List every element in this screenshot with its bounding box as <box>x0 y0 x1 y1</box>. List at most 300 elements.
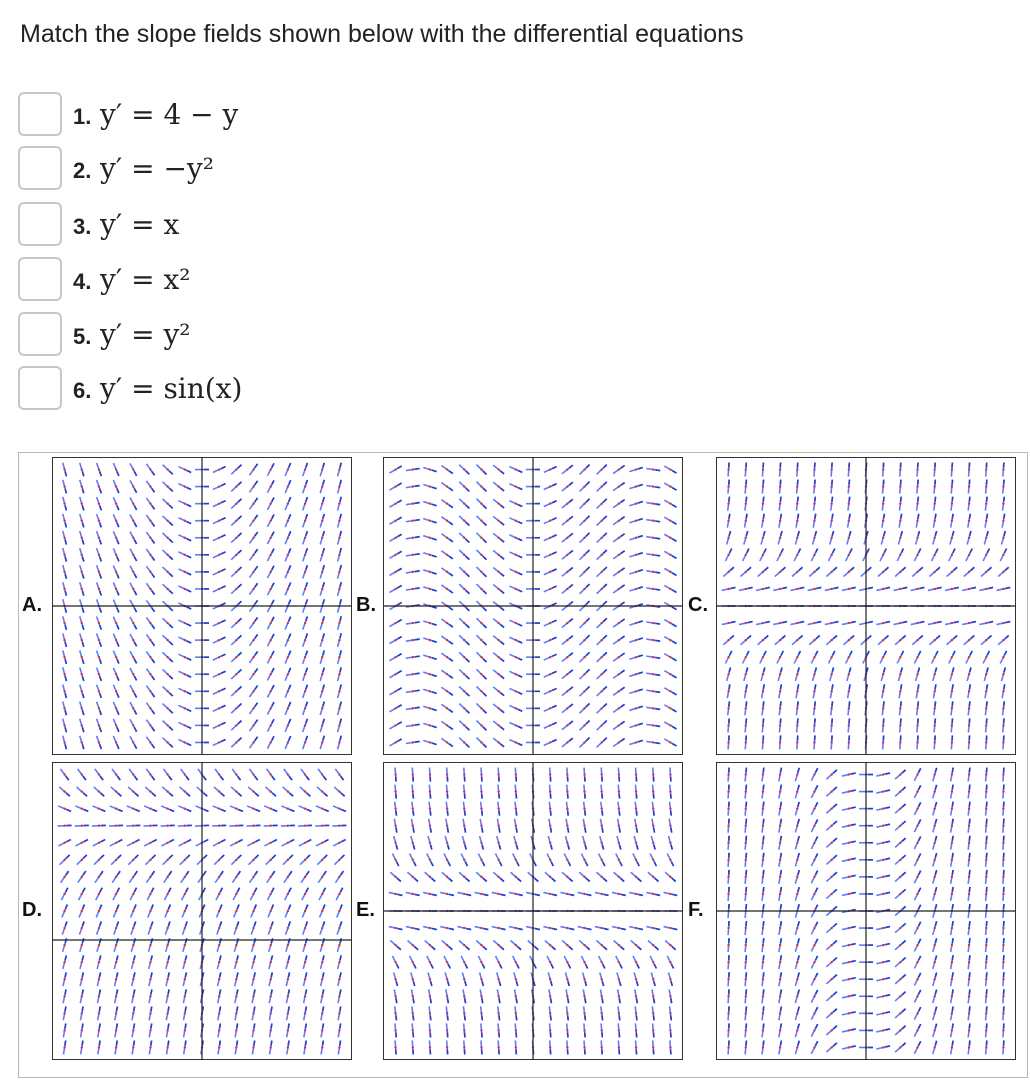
slope-segment-tip <box>82 1006 83 1011</box>
slope-dot <box>745 724 747 726</box>
slope-dot <box>252 944 254 946</box>
slope-dot <box>63 961 65 963</box>
slope-dot <box>98 893 100 895</box>
slope-dot <box>394 656 396 658</box>
slope-dot <box>252 773 254 775</box>
slope-segment-tip <box>1004 701 1005 706</box>
slope-dot <box>321 825 323 827</box>
slope-segment-tip <box>851 1012 856 1013</box>
slope-segment-tip <box>604 894 609 895</box>
slope-dot <box>951 502 953 504</box>
slope-segment-tip <box>398 894 403 895</box>
slope-segment-tip <box>885 995 890 996</box>
slope-dot <box>583 1012 585 1014</box>
answer-box-1[interactable] <box>18 92 62 136</box>
slope-segment-tip <box>415 537 420 538</box>
slope-dot <box>412 673 414 675</box>
slope-dot <box>98 773 100 775</box>
slope-dot <box>566 554 568 556</box>
slope-dot <box>635 859 637 861</box>
slope-dot <box>98 961 100 963</box>
slope-segment-tip <box>413 828 414 833</box>
slope-dot <box>882 859 884 861</box>
slope-dot <box>270 690 272 692</box>
slope-dot <box>149 927 151 929</box>
slope-dot <box>899 1046 901 1048</box>
slope-dot <box>583 978 585 980</box>
slope-dot <box>882 893 884 895</box>
slope-dot <box>480 707 482 709</box>
slope-dot <box>848 876 850 878</box>
slope-dot <box>338 502 340 504</box>
slope-dot <box>394 485 396 487</box>
equation-expression: y′ = 4 − y <box>100 98 239 131</box>
slope-dot <box>652 1029 654 1031</box>
slope-segment-tip <box>817 622 822 623</box>
slope-dot <box>583 859 585 861</box>
slope-dot <box>549 825 551 827</box>
slope-segment-tip <box>99 972 100 977</box>
slope-dot <box>813 656 815 658</box>
slope-dot <box>446 807 448 809</box>
slope-segment-tip <box>780 497 781 502</box>
slope-dot <box>669 893 671 895</box>
slope-dot <box>549 588 551 590</box>
slope-dot <box>270 1012 272 1014</box>
slope-segment-tip <box>415 486 420 487</box>
slope-dot <box>985 554 987 556</box>
slope-dot <box>566 656 568 658</box>
slope-dot <box>848 724 850 726</box>
slope-dot <box>98 910 100 912</box>
slope-dot <box>463 571 465 573</box>
slope-dot <box>412 724 414 726</box>
slope-segment-tip <box>465 811 466 816</box>
slope-dot <box>916 1012 918 1014</box>
slope-dot <box>287 944 289 946</box>
answer-box-2[interactable] <box>18 146 62 190</box>
slope-dot <box>899 995 901 997</box>
slope-segment-tip <box>288 1024 289 1029</box>
slope-dot <box>882 468 884 470</box>
slope-dot <box>446 978 448 980</box>
slope-segment-tip <box>655 487 660 488</box>
slope-dot <box>652 773 654 775</box>
answer-box-3[interactable] <box>18 202 62 246</box>
slope-dot <box>882 807 884 809</box>
slope-dot <box>813 825 815 827</box>
slope-dot <box>270 995 272 997</box>
slope-dot <box>252 520 254 522</box>
slope-dot <box>618 927 620 929</box>
slope-dot <box>218 724 220 726</box>
slope-dot <box>63 893 65 895</box>
slope-dot <box>63 520 65 522</box>
slope-dot <box>899 537 901 539</box>
slope-dot <box>321 554 323 556</box>
slope-segment-tip <box>415 724 420 725</box>
slope-segment-tip <box>885 841 890 842</box>
slope-dot <box>745 520 747 522</box>
slope-dot <box>583 673 585 675</box>
slope-dot <box>813 485 815 487</box>
slope-dot <box>463 859 465 861</box>
slope-segment-tip <box>902 622 907 623</box>
slope-dot <box>98 520 100 522</box>
slope-dot <box>149 554 151 556</box>
slope-dot <box>515 707 517 709</box>
slope-segment-tip <box>254 1041 255 1046</box>
slope-dot <box>635 1012 637 1014</box>
slope-dot <box>304 1029 306 1031</box>
slope-dot <box>745 588 747 590</box>
slope-segment-tip <box>151 1041 152 1046</box>
slope-dot <box>934 520 936 522</box>
slope-dot <box>830 944 832 946</box>
slope-segment-tip <box>1005 587 1010 588</box>
slope-dot <box>497 961 499 963</box>
slope-segment-tip <box>935 701 936 706</box>
slope-segment-tip <box>780 1024 781 1029</box>
slope-dot <box>762 690 764 692</box>
slope-dot <box>848 571 850 573</box>
slope-segment-tip <box>885 858 890 859</box>
slope-dot <box>218 927 220 929</box>
slope-dot <box>304 502 306 504</box>
slope-dot <box>635 554 637 556</box>
slope-segment-tip <box>516 828 517 833</box>
slope-segment-tip <box>396 998 397 1003</box>
slope-segment-tip <box>799 622 804 623</box>
slope-dot <box>304 485 306 487</box>
slope-dot <box>830 876 832 878</box>
slope-segment-tip <box>430 998 431 1003</box>
slope-dot <box>463 724 465 726</box>
slope-dot <box>98 673 100 675</box>
slope-segment-tip <box>447 998 448 1003</box>
slope-segment-tip <box>746 514 747 519</box>
slope-segment-tip <box>636 998 637 1003</box>
slope-dot <box>166 707 168 709</box>
slope-dot <box>480 468 482 470</box>
slope-dot <box>480 790 482 792</box>
slope-dot <box>98 1029 100 1031</box>
slope-dot <box>566 485 568 487</box>
slope-dot <box>813 927 815 929</box>
slope-dot <box>583 876 585 878</box>
slope-dot <box>916 690 918 692</box>
slope-dot <box>270 1029 272 1031</box>
slope-dot <box>98 690 100 692</box>
slope-segment-tip <box>746 684 747 689</box>
slope-dot <box>796 673 798 675</box>
slope-dot <box>848 656 850 658</box>
slope-dot <box>899 588 901 590</box>
slope-dot <box>270 825 272 827</box>
slope-dot <box>304 893 306 895</box>
slope-segment-tip <box>918 684 919 689</box>
slope-dot <box>429 961 431 963</box>
slope-segment-tip <box>763 887 764 892</box>
slope-dot <box>132 927 134 929</box>
slope-dot <box>446 588 448 590</box>
slope-dot <box>985 485 987 487</box>
slope-segment-tip <box>585 828 586 833</box>
slope-dot <box>184 673 186 675</box>
slope-dot <box>446 773 448 775</box>
slope-dot <box>132 741 134 743</box>
answer-box-4[interactable] <box>18 257 62 301</box>
slope-dot <box>81 520 83 522</box>
slope-dot <box>1002 656 1004 658</box>
slope-segment-tip <box>885 961 890 962</box>
slope-dot <box>287 790 289 792</box>
slope-dot <box>321 520 323 522</box>
slope-dot <box>583 588 585 590</box>
slope-dot <box>480 520 482 522</box>
slope-dot <box>218 995 220 997</box>
slope-dot <box>166 1012 168 1014</box>
slope-dot <box>813 673 815 675</box>
answer-box-5[interactable] <box>18 312 62 356</box>
slope-dot <box>115 790 117 792</box>
slope-dot <box>848 673 850 675</box>
slope-dot <box>745 537 747 539</box>
slope-segment-tip <box>569 894 574 895</box>
slope-dot <box>429 893 431 895</box>
slope-dot <box>429 656 431 658</box>
slope-dot <box>727 656 729 658</box>
slope-dot <box>916 773 918 775</box>
slope-segment-tip <box>969 497 970 502</box>
slope-dot <box>287 893 289 895</box>
slope-dot <box>727 927 729 929</box>
slope-segment-tip <box>134 1006 135 1011</box>
slope-segment-tip <box>168 1006 169 1011</box>
slope-dot <box>830 893 832 895</box>
slope-dot <box>669 807 671 809</box>
slope-dot <box>916 1029 918 1031</box>
slope-dot <box>779 656 781 658</box>
slope-segment-tip <box>466 894 471 895</box>
slope-dot <box>149 807 151 809</box>
slope-dot <box>916 842 918 844</box>
slope-dot <box>899 807 901 809</box>
slope-dot <box>446 468 448 470</box>
slope-segment-tip <box>952 701 953 706</box>
slope-dot <box>63 910 65 912</box>
slope-segment-tip <box>655 572 660 573</box>
slope-segment-tip <box>780 514 781 519</box>
slope-dot <box>149 485 151 487</box>
answer-box-6[interactable] <box>18 366 62 410</box>
slope-dot <box>951 588 953 590</box>
slope-dot <box>549 995 551 997</box>
slope-dot <box>463 773 465 775</box>
slope-dot <box>745 690 747 692</box>
slope-dot <box>218 893 220 895</box>
slope-segment-tip <box>952 684 953 689</box>
slope-dot <box>184 639 186 641</box>
slope-dot <box>252 690 254 692</box>
slope-dot <box>463 978 465 980</box>
slope-dot <box>796 724 798 726</box>
slope-dot <box>132 622 134 624</box>
slope-dot <box>304 1046 306 1048</box>
slope-dot <box>132 825 134 827</box>
slope-dot <box>916 927 918 929</box>
slope-dot <box>549 622 551 624</box>
slope-dot <box>497 502 499 504</box>
slope-dot <box>779 1012 781 1014</box>
slope-segment-tip <box>815 514 816 519</box>
slope-segment-tip <box>937 587 942 588</box>
slope-dot <box>394 707 396 709</box>
slope-dot <box>618 537 620 539</box>
slope-dot <box>132 961 134 963</box>
slope-dot <box>652 876 654 878</box>
slope-dot <box>463 588 465 590</box>
slope-dot <box>287 961 289 963</box>
slope-segment-tip <box>901 497 902 502</box>
slope-dot <box>429 773 431 775</box>
slope-dot <box>270 537 272 539</box>
slope-dot <box>601 961 603 963</box>
slope-dot <box>81 876 83 878</box>
slope-dot <box>132 673 134 675</box>
slope-dot <box>270 502 272 504</box>
slope-dot <box>497 1029 499 1031</box>
slope-dot <box>745 773 747 775</box>
slope-dot <box>635 468 637 470</box>
slope-dot <box>497 571 499 573</box>
slope-dot <box>446 1029 448 1031</box>
slope-dot <box>583 571 585 573</box>
slope-dot <box>618 707 620 709</box>
slope-segment-tip <box>168 989 169 994</box>
slope-segment-tip <box>638 929 643 930</box>
slope-dot <box>669 790 671 792</box>
slope-dot <box>727 588 729 590</box>
slope-segment-tip <box>987 514 988 519</box>
slope-dot <box>446 502 448 504</box>
slope-dot <box>252 502 254 504</box>
slope-dot <box>497 724 499 726</box>
slope-segment-tip <box>465 998 466 1003</box>
slope-dot <box>235 790 237 792</box>
equation-expression: y′ = y² <box>100 318 191 351</box>
slope-dot <box>566 893 568 895</box>
slope-dot <box>184 537 186 539</box>
slope-dot <box>463 656 465 658</box>
slope-dot <box>480 741 482 743</box>
slope-segment-tip <box>482 811 483 816</box>
slope-dot <box>985 502 987 504</box>
slope-dot <box>652 571 654 573</box>
slope-dot <box>549 859 551 861</box>
slope-dot <box>132 520 134 522</box>
slope-dot <box>338 910 340 912</box>
slope-dot <box>830 707 832 709</box>
slope-dot <box>132 1029 134 1031</box>
slope-dot <box>132 790 134 792</box>
slope-dot <box>669 571 671 573</box>
slope-dot <box>899 468 901 470</box>
slope-dot <box>235 724 237 726</box>
slope-dot <box>115 468 117 470</box>
slope-dot <box>497 622 499 624</box>
slope-segment-tip <box>832 684 833 689</box>
slope-dot <box>63 944 65 946</box>
question-prompt: Match the slope fields shown below with the differential equations <box>20 20 744 48</box>
slope-dot <box>166 741 168 743</box>
slope-dot <box>338 554 340 556</box>
slope-dot <box>618 1046 620 1048</box>
slope-segment-tip <box>780 1041 781 1046</box>
slope-segment-tip <box>82 1041 83 1046</box>
slope-dot <box>270 893 272 895</box>
slope-dot <box>463 790 465 792</box>
slope-dot <box>270 485 272 487</box>
slope-dot <box>115 673 117 675</box>
slope-dot <box>727 842 729 844</box>
slope-dot <box>549 656 551 658</box>
slope-dot <box>497 893 499 895</box>
slope-dot <box>480 825 482 827</box>
slope-dot <box>618 1012 620 1014</box>
slope-dot <box>184 622 186 624</box>
slope-dot <box>149 825 151 827</box>
slope-dot <box>270 707 272 709</box>
slope-dot <box>549 485 551 487</box>
slope-dot <box>270 571 272 573</box>
slope-dot <box>813 571 815 573</box>
slope-dot <box>583 1029 585 1031</box>
slope-dot <box>762 468 764 470</box>
slope-segment-tip <box>782 587 787 588</box>
slope-dot <box>184 707 186 709</box>
slope-dot <box>287 656 289 658</box>
slope-dot <box>899 1029 901 1031</box>
slope-dot <box>270 927 272 929</box>
slope-dot <box>270 961 272 963</box>
slope-dot <box>81 468 83 470</box>
slope-dot <box>549 1046 551 1048</box>
slope-dot <box>321 502 323 504</box>
slope-dot <box>287 707 289 709</box>
slope-dot <box>270 790 272 792</box>
slope-dot <box>287 485 289 487</box>
slope-dot <box>304 554 306 556</box>
slope-dot <box>235 1046 237 1048</box>
slope-dot <box>412 961 414 963</box>
slope-dot <box>549 537 551 539</box>
slope-dot <box>813 995 815 997</box>
slope-segment-tip <box>396 1015 397 1020</box>
slope-dot <box>184 825 186 827</box>
slope-segment-tip <box>568 811 569 816</box>
slope-segment-tip <box>763 870 764 875</box>
slope-dot <box>184 588 186 590</box>
slope-dot <box>652 944 654 946</box>
slope-dot <box>934 656 936 658</box>
slope-dot <box>882 690 884 692</box>
slope-segment-tip <box>552 929 557 930</box>
slope-segment-tip <box>851 961 856 962</box>
slope-dot <box>745 807 747 809</box>
slope-dot <box>63 724 65 726</box>
slope-dot <box>446 656 448 658</box>
